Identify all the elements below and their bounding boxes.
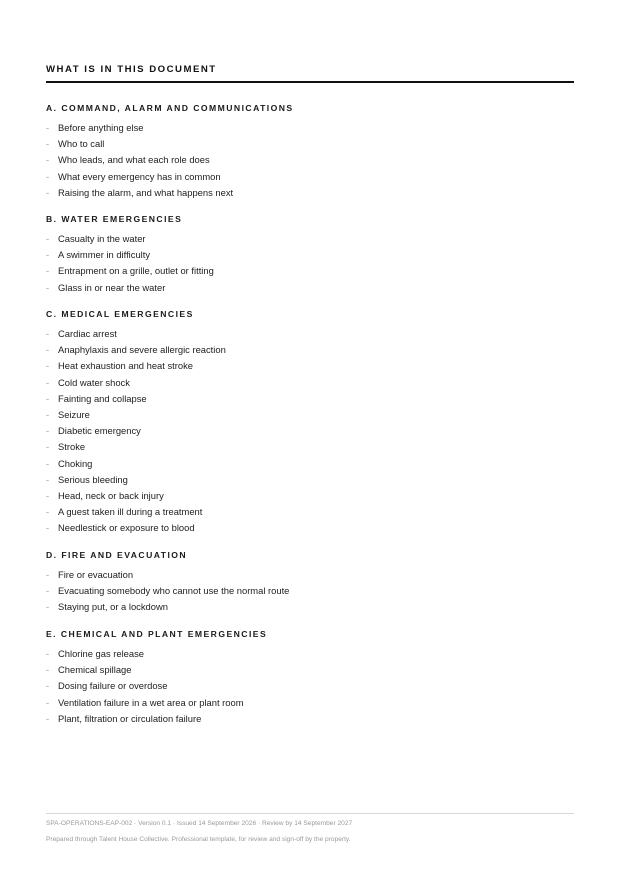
list-item-label: Heat exhaustion and heat stroke: [58, 360, 193, 372]
list-item: [46, 171, 221, 182]
dash-bullet: -: [46, 696, 50, 708]
list-item: [46, 249, 150, 260]
list-item: [46, 506, 202, 517]
list-item: [46, 648, 144, 659]
list-item-label: Choking: [58, 457, 93, 469]
list-item: [46, 328, 117, 339]
list-item-label: Anaphylaxis and severe allergic reaction: [58, 344, 226, 356]
list-item-label: Staying put, or a lockdown: [58, 601, 168, 613]
list-item-label: Ventilation failure in a wet area or plant room: [58, 696, 244, 708]
dash-bullet: -: [46, 186, 50, 198]
dash-bullet: -: [46, 170, 50, 182]
list-item: [46, 154, 210, 165]
list-item-label: Glass in or near the water: [58, 281, 166, 293]
dash-bullet: -: [46, 585, 50, 597]
list-item-label: Evacuating somebody who cannot use the normal route: [58, 585, 290, 597]
list-item-label: Cardiac arrest: [58, 328, 117, 339]
list-item-label: Entrapment on a grille, outlet or fitting: [58, 265, 214, 277]
footer-divider: [46, 813, 574, 814]
list-item: [46, 441, 85, 452]
dash-bullet: -: [46, 473, 50, 485]
list-item: [46, 425, 141, 436]
dash-bullet: -: [46, 360, 50, 372]
footer-attribution: Prepared through Talent House Collective. Professional template, for review and sign-off by the property.: [46, 836, 351, 843]
dash-bullet: -: [46, 265, 50, 277]
dash-bullet: -: [46, 425, 50, 437]
list-item-label: What every emergency has in common: [58, 170, 221, 182]
list-item-label: Cold water shock: [58, 376, 130, 388]
list-item-label: Casualty in the water: [58, 233, 146, 244]
list-item: [46, 680, 167, 691]
dash-bullet: -: [46, 376, 50, 388]
dash-bullet: -: [46, 233, 50, 244]
list-item-label: Chlorine gas release: [58, 648, 144, 659]
list-item: [46, 458, 92, 469]
dash-bullet: -: [46, 138, 50, 150]
list-item: [46, 664, 131, 675]
dash-bullet: -: [46, 522, 50, 534]
list-item-label: Plant, filtration or circulation failure: [58, 712, 202, 724]
dash-bullet: -: [46, 281, 50, 293]
dash-bullet: -: [46, 392, 50, 404]
section-heading: D. FIRE AND EVACUATION: [46, 550, 188, 560]
section-heading: A. COMMAND, ALARM AND COMMUNICATIONS: [46, 103, 294, 113]
list-item-label: Raising the alarm, and what happens next: [58, 186, 234, 198]
list-item-label: Fainting and collapse: [58, 392, 147, 404]
dash-bullet: -: [46, 122, 50, 133]
list-item: [46, 490, 164, 501]
list-item: [46, 569, 133, 580]
list-item-label: Chemical spillage: [58, 664, 132, 676]
list-item: [46, 409, 90, 420]
dash-bullet: -: [46, 506, 50, 518]
list-item-label: A guest taken ill during a treatment: [58, 506, 203, 518]
section-heading: C. MEDICAL EMERGENCIES: [46, 309, 194, 319]
list-item-label: Head, neck or back injury: [58, 490, 164, 501]
section-heading: E. CHEMICAL AND PLANT EMERGENCIES: [46, 629, 268, 639]
list-item-label: Diabetic emergency: [58, 425, 141, 437]
list-item: [46, 377, 130, 388]
footer-document-reference: SPA-OPERATIONS-EAP-002 · Version 0.1 · Issued 14 September 2026 · Review by 14 September 2027: [46, 820, 353, 827]
list-item-label: Who to call: [58, 138, 105, 150]
dash-bullet: -: [46, 344, 50, 356]
dash-bullet: -: [46, 328, 50, 339]
list-item: [46, 360, 193, 371]
dash-bullet: -: [46, 601, 50, 613]
dash-bullet: -: [46, 664, 50, 676]
list-item: [46, 393, 147, 404]
list-item: [46, 344, 226, 355]
title-divider: [46, 81, 574, 83]
list-item-label: Seizure: [58, 409, 90, 420]
list-item-label: Dosing failure or overdose: [58, 680, 168, 692]
list-item: [46, 601, 168, 612]
list-item-label: Stroke: [58, 441, 86, 453]
dash-bullet: -: [46, 680, 50, 692]
list-item: [46, 138, 104, 149]
list-item: [46, 474, 128, 485]
dash-bullet: -: [46, 569, 50, 580]
list-item-label: Before anything else: [58, 122, 144, 133]
list-item-label: Fire or evacuation: [58, 569, 134, 580]
dash-bullet: -: [46, 409, 50, 420]
list-item: [46, 713, 201, 724]
dash-bullet: -: [46, 154, 50, 166]
dash-bullet: -: [46, 490, 50, 501]
dash-bullet: -: [46, 712, 50, 724]
dash-bullet: -: [46, 457, 50, 469]
list-item: [46, 233, 146, 244]
list-item: [46, 265, 214, 276]
list-item: [46, 187, 233, 198]
dash-bullet: -: [46, 648, 50, 659]
list-item-label: Who leads, and what each role does: [58, 154, 210, 166]
dash-bullet: -: [46, 441, 50, 453]
list-item: [46, 522, 195, 533]
list-item-label: Serious bleeding: [58, 473, 128, 485]
list-item: [46, 282, 165, 293]
section-heading: B. WATER EMERGENCIES: [46, 214, 183, 224]
list-item-label: Needlestick or exposure to blood: [58, 522, 195, 534]
list-item: [46, 697, 244, 708]
list-item-label: A swimmer in difficulty: [58, 249, 151, 261]
page-title: WHAT IS IN THIS DOCUMENT: [46, 64, 217, 75]
dash-bullet: -: [46, 249, 50, 261]
list-item: [46, 585, 289, 596]
list-item: [46, 122, 143, 133]
